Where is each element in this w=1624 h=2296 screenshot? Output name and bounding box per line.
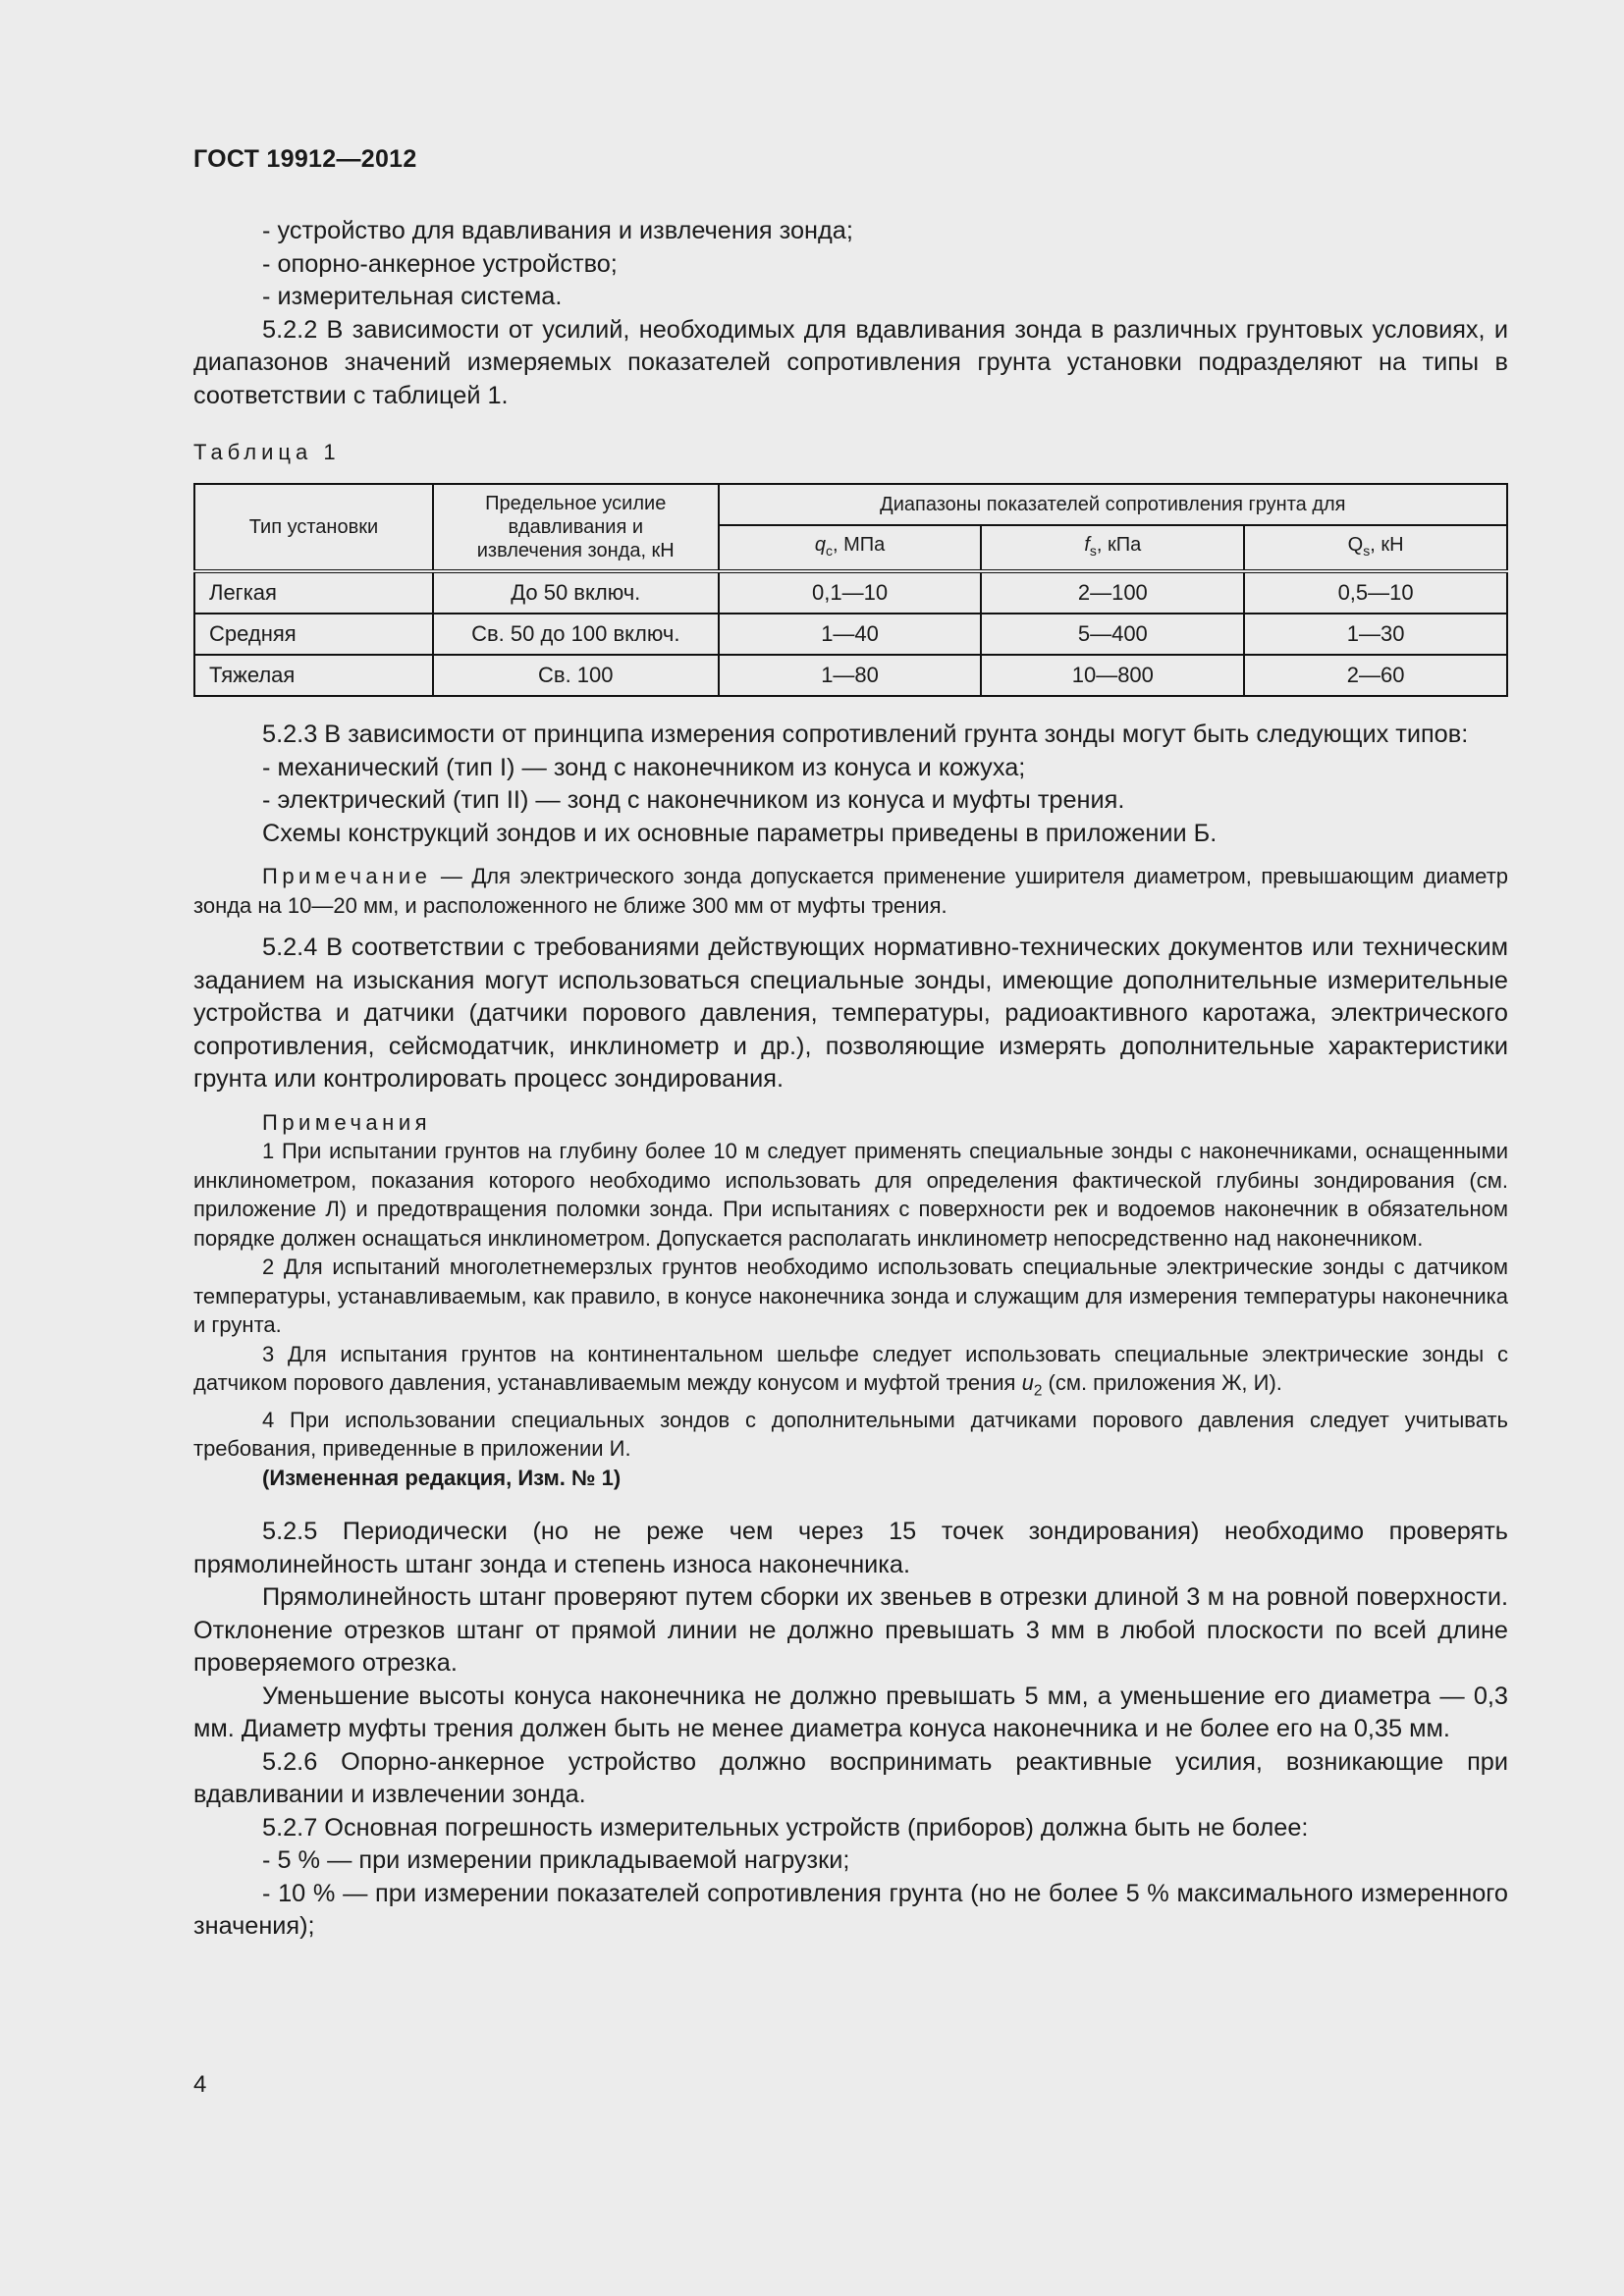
paragraph-5-2-5-b: Прямолинейность штанг проверяют путем сборки их звеньев в отрезки длиной 3 м на ровной поверхности. Отклонение отрезков штанг от прямой линии не должно превышать 3 мм в любой плоскости по всей длине проверяемого отрезка. (193, 1583, 1508, 1678)
paragraph-5-2-6: 5.2.6 Опорно-анкерное устройство должно воспринимать реактивные усилия, возникающие при вдавливании и извлечении зонда. (193, 1747, 1508, 1809)
table-1 (193, 483, 1508, 697)
list-item: - электрический (тип II) — зонд с наконечником из конуса и муфты трения. (262, 786, 1125, 814)
paragraph-5-2-3: 5.2.3 В зависимости от принципа измерения сопротивлений грунта зонды могут быть следующих типов: (262, 721, 1469, 748)
cell-Qs: 1—30 (1244, 614, 1507, 655)
cell-Qs: 0,5—10 (1244, 571, 1507, 614)
fs-symbol: f (1084, 534, 1090, 556)
table-header-row (194, 484, 1507, 525)
fs-unit: , кПа (1096, 534, 1142, 556)
list-item: - механический (тип I) — зонд с наконечником из конуса и кожуха; (262, 753, 1026, 781)
header-type: Тип установки (194, 484, 433, 571)
list-item: - 10 % — при измерении показателей сопротивления грунта (но не более 5 % максимального измеренного значения); (193, 1879, 1508, 1941)
Qs-unit: , кН (1370, 534, 1404, 556)
cell-type: Легкая (194, 571, 433, 614)
list-item: - опорно-анкерное устройство; (262, 249, 618, 278)
qc-subscript: c (825, 543, 833, 559)
cell-fs: 10—800 (981, 655, 1244, 696)
cell-force: Св. 50 до 100 включ. (433, 614, 719, 655)
paragraph-5-2-5: 5.2.5 Периодически (но не реже чем через 15 точек зондирования) необходимо проверять прямолинейность штанг зонда и степень износа наконечника. (193, 1518, 1508, 1578)
cell-fs: 2—100 (981, 571, 1244, 614)
header-Qs (1244, 525, 1507, 571)
note-item-1: 1 При испытании грунтов на глубину более 10 м следует применять специальные зонды с наконечниками, оснащенными инклинометром, показания которого необходимо использовать для определения фактической глубины зондирования (см. приложение Л) и предотвращения поломки зонда. При испытаниях с поверхности рек и водоемов наконечник в обязательном порядке должен оснащаться инклинометром. Допускается располагать инклинометр непосредственно над наконечником. (193, 1139, 1508, 1251)
cell-Qs: 2—60 (1244, 655, 1507, 696)
header-ranges: Диапазоны показателей сопротивления грунта для (719, 484, 1507, 525)
Qs-symbol: Q (1347, 534, 1364, 556)
list-item: - 5 % — при измерении прикладываемой нагрузки; (262, 1846, 850, 1875)
u2-subscript: 2 (1033, 1382, 1043, 1400)
cell-qc: 0,1—10 (719, 571, 982, 614)
cell-force: До 50 включ. (433, 571, 719, 614)
note-text: — Для электрического зонда допускается применение уширителя диаметром, превышающим диаметр зонда на 10—20 мм, и расположенного не ближе 300 мм от муфты трения. (193, 864, 1508, 918)
note-1 (193, 862, 1508, 920)
note-3-text-a: 3 Для испытания грунтов на континентальном шельфе следует использовать специальные электрические зонды с датчиком порового давления, устанавливаемым между конусом и муфтой трения (193, 1341, 1508, 1395)
note-item-2: 2 Для испытаний многолетнемерзлых грунтов необходимо использовать специальные электрические зонды с датчиком температуры, устанавливаемым, как правило, в конусе наконечника зонда и служащим для измерения температуры наконечника и грунта. (193, 1255, 1508, 1337)
cell-qc: 1—40 (719, 614, 982, 655)
note-item-4: 4 При использовании специальных зондов с дополнительными датчиками порового давления следует учитывать требования, приведенные в приложении И. (193, 1407, 1508, 1462)
note-3-text-b: (см. приложения Ж, И). (1042, 1370, 1282, 1395)
fs-subscript: s (1089, 543, 1097, 559)
table-row (194, 614, 1507, 655)
list-item: - устройство для вдавливания и извлечения зонда; (262, 217, 853, 244)
paragraph-5-2-2: 5.2.2 В зависимости от усилий, необходимых для вдавливания зонда в различных грунтовых условиях, и диапазонов значений измеряемых показателей сопротивления грунта установки подразделяют на типы в соответствии с таблицей 1. (193, 315, 1508, 409)
u2-symbol: u (1021, 1370, 1034, 1395)
cell-force: Св. 100 (433, 655, 719, 696)
intro-list (193, 215, 1508, 314)
header-force (433, 484, 719, 571)
header-qc (719, 525, 982, 571)
cell-type: Средняя (194, 614, 433, 655)
document-header: ГОСТ 19912—2012 (193, 145, 417, 173)
Qs-subscript: s (1363, 543, 1371, 559)
amendment-note: (Измененная редакция, Изм. № 1) (262, 1465, 622, 1490)
cell-type: Тяжелая (194, 655, 433, 696)
paragraph-5-2-4: 5.2.4 В соответствии с требованиями действующих нормативно-технических документов или техническим заданием на изыскания могут использоваться специальные зонды, имеющие дополнительные измерительные устройства и датчики (датчики порового давления, температуры, радиоактивного каротажа, электрического сопротивления, сейсмодатчик, инклинометр и др.), позволяющие измерять дополнительные характеристики грунта или контролировать процесс зондирования. (193, 934, 1508, 1093)
header-force-text: Предельное усилие вдавливания и извлечения зонда, кН (476, 493, 675, 561)
header-fs (981, 525, 1244, 571)
paragraph-5-2-7: 5.2.7 Основная погрешность измерительных устройств (приборов) должна быть не более: (262, 1813, 1309, 1842)
page-number: 4 (193, 2071, 207, 2098)
qc-symbol: q (814, 534, 826, 556)
cell-fs: 5—400 (981, 614, 1244, 655)
list-item: - измерительная система. (262, 283, 563, 310)
qc-unit: , МПа (832, 534, 886, 556)
cell-qc: 1—80 (719, 655, 982, 696)
notes-label (193, 1108, 1508, 1138)
note-item-3 (193, 1340, 1508, 1406)
paragraph-schemes: Схемы конструкций зондов и их основные параметры приведены в приложении Б. (262, 819, 1218, 847)
table-row (194, 571, 1507, 614)
paragraph-5-2-5-c: Уменьшение высоты конуса наконечника не должно превышать 5 мм, а уменьшение его диаметра — 0,3 мм. Диаметр муфты трения должен быть не менее диаметра конуса наконечника и не более его на 0,35 мм. (193, 1682, 1508, 1743)
table-caption: Таблица 1 (193, 440, 341, 464)
note-label: Примечание (262, 864, 432, 888)
table-row (194, 655, 1507, 696)
notes-label-text: Примечания (262, 1109, 432, 1135)
